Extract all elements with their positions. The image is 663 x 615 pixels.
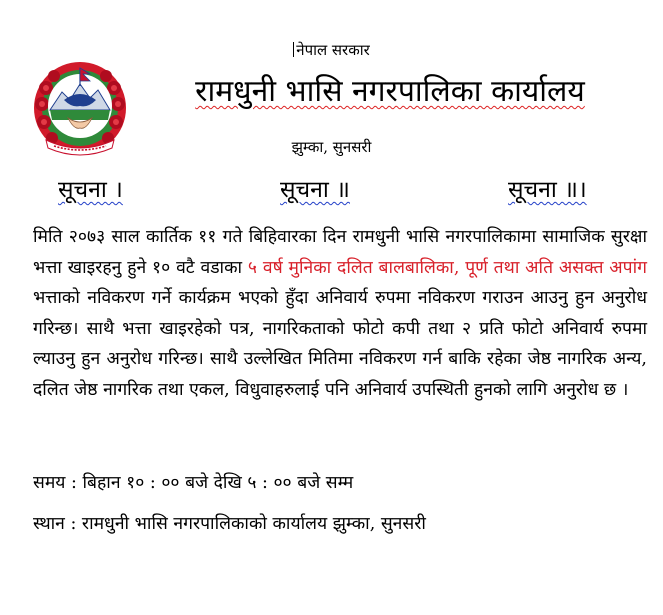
notice-heading-3: सूचना ॥।	[508, 177, 587, 203]
government-name	[0, 40, 663, 60]
office-title-text: रामधुनी भासि नगरपालिका कार्यालय	[195, 74, 585, 109]
notice-body-part-2: भत्ताको नविकरण गर्ने कार्यक्रम भएको हुँदा अनिवार्य रुपमा नविकरण गराउन आउनु हुन अनुरोध गरिन्छ। साथै भत्ता खाइरहेको पत्र, नागरिकताको फोटो कपी तथा २ प्रति फोटो अनिवार्य रुपमा ल्याउनु हुन अनुरोध गरिन्छ। साथै उल्लेखित मितिमा नविकरण गर्न बाकि रहेका जेष्ठ नागरिक अन्य, दलित जेष्ठ नागरिक तथा एकल, विधुवाहरुलाई पनि अनिवार्य उपस्थिती हुनको लागि अनुरोध छ ।	[33, 288, 647, 400]
notice-heading-row	[58, 172, 618, 212]
schedule-place: स्थान : रामधुनी भासि नगरपालिकाको कार्यालय झुम्का, सुनसरी	[33, 514, 426, 534]
notice-heading-1: सूचना ।	[58, 177, 123, 203]
notice-body	[33, 222, 647, 405]
hills-icon	[50, 110, 110, 120]
office-address: झुम्का, सुनसरी	[291, 138, 372, 156]
notice-body-part-1: मिति २०७३ साल कार्तिक ११ गते बिहिवारका दिन रामधुनी भासि नगरपालिकामा सामाजिक सुरक्षा भत्ता खाइरहनु हुने १० वटै वडाका	[33, 227, 647, 278]
text-cursor	[293, 42, 294, 57]
government-label: नेपाल सरकार	[296, 41, 370, 59]
schedule-time: समय : बिहान १० : ०० बजे देखि ५ : ०० बजे सम्म	[33, 473, 354, 493]
office-title	[140, 72, 640, 112]
notice-body-highlight: ५ वर्ष मुनिका दलित बालबालिका, पूर्ण तथा अति असक्त अपांग	[247, 257, 647, 278]
notice-heading-2: सूचना ॥	[280, 177, 350, 203]
